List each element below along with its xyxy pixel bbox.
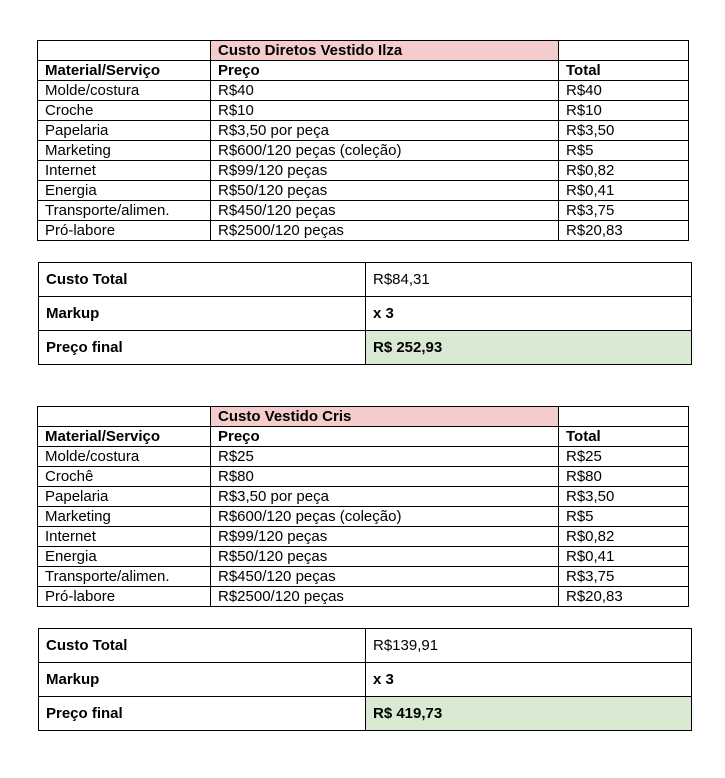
header-row <box>38 427 689 447</box>
table-row <box>38 221 689 241</box>
table-row <box>38 201 689 221</box>
cell-material: Marketing <box>38 141 211 161</box>
cell-preco: R$40 <box>211 81 559 101</box>
custo-total-row <box>39 263 692 297</box>
cell-total: R$5 <box>559 141 689 161</box>
cell-preco: R$600/120 peças (coleção) <box>211 507 559 527</box>
cell-material: Papelaria <box>38 487 211 507</box>
header-material: Material/Serviço <box>38 427 211 447</box>
cell-material: Pró-labore <box>38 587 211 607</box>
cell-material: Molde/costura <box>38 81 211 101</box>
cell-preco: R$600/120 peças (coleção) <box>211 141 559 161</box>
cell-preco: R$10 <box>211 101 559 121</box>
cell-material: Energia <box>38 547 211 567</box>
table-row <box>38 507 689 527</box>
header-total: Total <box>559 61 689 81</box>
cell-total: R$3,50 <box>559 121 689 141</box>
cell-total: R$0,41 <box>559 181 689 201</box>
table-row <box>38 161 689 181</box>
markup-label: Markup <box>39 297 366 331</box>
custo-total-label: Custo Total <box>39 629 366 663</box>
cell-preco: R$99/120 peças <box>211 161 559 181</box>
title-row <box>38 407 689 427</box>
table-row <box>38 467 689 487</box>
cell-preco: R$25 <box>211 447 559 467</box>
table-row <box>38 81 689 101</box>
table-row <box>38 587 689 607</box>
cell-material: Molde/costura <box>38 447 211 467</box>
cell-total: R$20,83 <box>559 587 689 607</box>
table-row <box>38 527 689 547</box>
custo-total-value: R$84,31 <box>366 263 692 297</box>
cell-material: Marketing <box>38 507 211 527</box>
title-row <box>38 41 689 61</box>
preco-final-value: R$ 252,93 <box>366 331 692 365</box>
cell-total: R$3,75 <box>559 567 689 587</box>
cell-total: R$10 <box>559 101 689 121</box>
table-title: Custo Diretos Vestido Ilza <box>211 41 559 61</box>
cell-preco: R$2500/120 peças <box>211 221 559 241</box>
table-row <box>38 101 689 121</box>
table-row <box>38 181 689 201</box>
cell-preco: R$450/120 peças <box>211 567 559 587</box>
markup-row <box>39 297 692 331</box>
cell-total: R$0,82 <box>559 161 689 181</box>
cell-material: Transporte/alimen. <box>38 201 211 221</box>
summary-table-cris <box>38 628 692 731</box>
cell-total: R$0,82 <box>559 527 689 547</box>
cell-material: Crochê <box>38 467 211 487</box>
cell-material: Energia <box>38 181 211 201</box>
table-row <box>38 121 689 141</box>
cell-material: Pró-labore <box>38 221 211 241</box>
header-row <box>38 61 689 81</box>
cost-table-ilza <box>37 40 689 241</box>
custo-total-label: Custo Total <box>39 263 366 297</box>
header-material: Material/Serviço <box>38 61 211 81</box>
custo-total-value: R$139,91 <box>366 629 692 663</box>
table-row <box>38 447 689 467</box>
cell-preco: R$2500/120 peças <box>211 587 559 607</box>
cell-material: Papelaria <box>38 121 211 141</box>
custo-total-row <box>39 629 692 663</box>
table-title: Custo Vestido Cris <box>211 407 559 427</box>
cell-preco: R$3,50 por peça <box>211 121 559 141</box>
cell-preco: R$3,50 por peça <box>211 487 559 507</box>
empty-cell <box>38 407 211 427</box>
cell-preco: R$450/120 peças <box>211 201 559 221</box>
preco-final-value: R$ 419,73 <box>366 697 692 731</box>
preco-final-row <box>39 697 692 731</box>
cell-preco: R$80 <box>211 467 559 487</box>
cell-material: Transporte/alimen. <box>38 567 211 587</box>
cell-total: R$3,75 <box>559 201 689 221</box>
preco-final-label: Preço final <box>39 697 366 731</box>
table-row <box>38 567 689 587</box>
cell-total: R$3,50 <box>559 487 689 507</box>
cell-total: R$5 <box>559 507 689 527</box>
empty-cell <box>38 41 211 61</box>
empty-cell <box>559 407 689 427</box>
cell-total: R$20,83 <box>559 221 689 241</box>
cost-table-cris <box>37 406 689 607</box>
table-row <box>38 547 689 567</box>
markup-value: x 3 <box>366 663 692 697</box>
header-preco: Preço <box>211 61 559 81</box>
header-total: Total <box>559 427 689 447</box>
cell-total: R$40 <box>559 81 689 101</box>
preco-final-row <box>39 331 692 365</box>
preco-final-label: Preço final <box>39 331 366 365</box>
summary-table-ilza <box>38 262 692 365</box>
cell-material: Croche <box>38 101 211 121</box>
cell-preco: R$99/120 peças <box>211 527 559 547</box>
cell-preco: R$50/120 peças <box>211 547 559 567</box>
cell-total: R$25 <box>559 447 689 467</box>
markup-row <box>39 663 692 697</box>
markup-value: x 3 <box>366 297 692 331</box>
header-preco: Preço <box>211 427 559 447</box>
cell-preco: R$50/120 peças <box>211 181 559 201</box>
cell-material: Internet <box>38 527 211 547</box>
table-row <box>38 141 689 161</box>
table-row <box>38 487 689 507</box>
empty-cell <box>559 41 689 61</box>
markup-label: Markup <box>39 663 366 697</box>
cell-total: R$0,41 <box>559 547 689 567</box>
cell-material: Internet <box>38 161 211 181</box>
cell-total: R$80 <box>559 467 689 487</box>
